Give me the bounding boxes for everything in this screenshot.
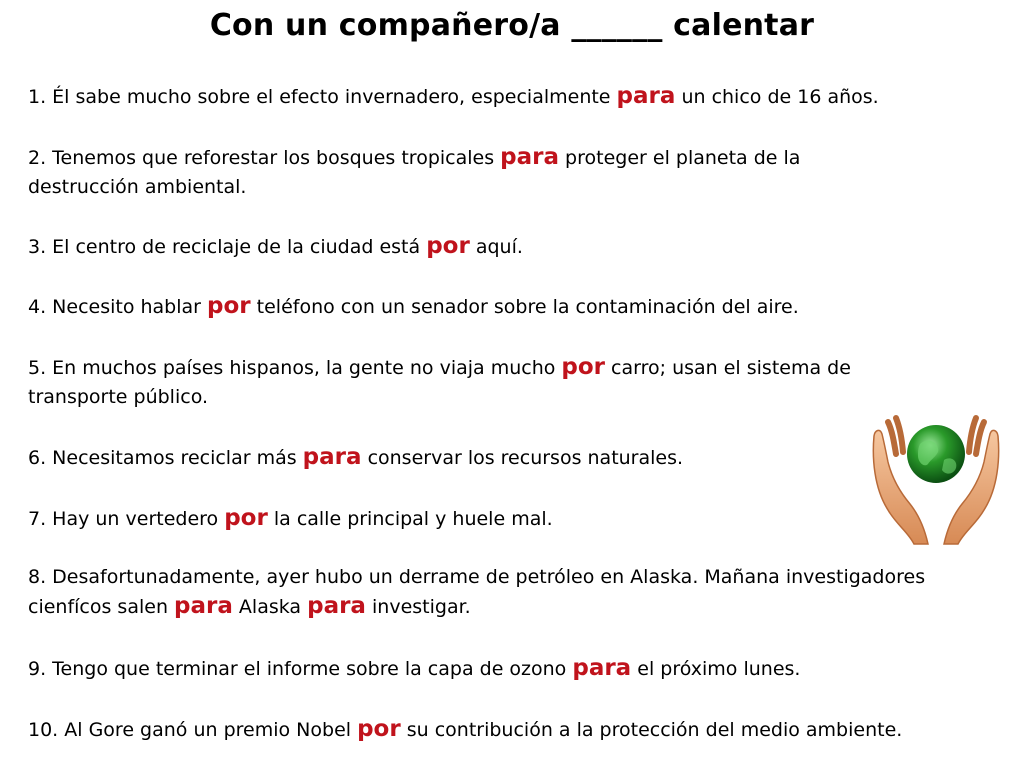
sentence-text: la calle principal y huele mal.: [267, 508, 553, 530]
sentence-4: [28, 292, 799, 322]
sentence-text: 3. El centro de reciclaje de la ciudad está: [28, 236, 427, 258]
keyword-highlight: por: [561, 354, 606, 380]
hands-holding-earth-icon: [866, 408, 1006, 548]
sentence-text: 1. Él sabe mucho sobre el efecto invernadero, especialmente: [28, 86, 617, 108]
sentence-text: el próximo lunes.: [631, 658, 801, 680]
sentence-text: Alaska: [232, 596, 308, 618]
keyword-highlight: para: [500, 144, 560, 170]
keyword-highlight: para: [174, 593, 233, 619]
sentence-text: su contribución a la protección del medio ambiente.: [400, 719, 903, 741]
sentence-text: 5. En muchos países hispanos, la gente no viaja mucho: [28, 357, 562, 379]
sentence-text: 9. Tengo que terminar el informe sobre la capa de ozono: [28, 658, 573, 680]
sentence-line: [28, 143, 800, 173]
sentence-text: 6. Necesitamos reciclar más: [28, 447, 303, 469]
sentence-6: [28, 443, 683, 473]
sentence-8: [28, 563, 925, 622]
sentence-text: un chico de 16 años.: [675, 86, 879, 108]
keyword-highlight: por: [224, 505, 268, 531]
sentence-line: [28, 173, 800, 202]
right-fingers: [969, 418, 984, 454]
sentence-line: [28, 654, 800, 684]
sentence-line: [28, 353, 851, 383]
sentence-text: 8. Desafortunadamente, ayer hubo un derrame de petróleo en Alaska. Mañana investigadores: [28, 566, 926, 588]
sentence-line: [28, 443, 683, 473]
keyword-highlight: para: [572, 655, 632, 681]
sentence-line: [28, 715, 902, 745]
keyword-highlight: por: [357, 716, 401, 742]
sentence-5: [28, 353, 851, 412]
sentence-text: teléfono con un senador sobre la contaminación del aire.: [250, 296, 799, 318]
sentence-7: [28, 504, 553, 534]
sentence-text: 4. Necesito hablar: [28, 296, 208, 318]
slide-title: Con un compañero/a ______ calentar: [209, 8, 815, 43]
keyword-highlight: para: [307, 593, 366, 619]
sentence-3: [28, 232, 523, 262]
sentence-10: [28, 715, 902, 745]
keyword-highlight: para: [302, 444, 362, 470]
sentence-text: cienfícos salen: [28, 596, 175, 618]
sentence-text: proteger el planeta de la: [559, 147, 801, 169]
sentence-text: destrucción ambiental.: [28, 176, 247, 198]
sentence-line: [28, 592, 925, 622]
sentence-text: investigar.: [365, 596, 471, 618]
sentence-line: [28, 232, 523, 262]
sentence-2: [28, 143, 800, 202]
sentence-line: [28, 504, 553, 534]
left-fingers: [888, 418, 903, 454]
sentence-text: aquí.: [469, 236, 523, 258]
sentence-line: [28, 82, 879, 112]
sentence-9: [28, 654, 800, 684]
sentence-text: 7. Hay un vertedero: [28, 508, 225, 530]
sentence-text: 10. Al Gore ganó un premio Nobel: [28, 719, 358, 741]
sentence-1: [28, 82, 879, 112]
sentence-text: conservar los recursos naturales.: [361, 447, 684, 469]
sentence-text: 2. Tenemos que reforestar los bosques tropicales: [28, 147, 501, 169]
keyword-highlight: por: [207, 293, 251, 319]
sentence-line: [28, 292, 799, 322]
sentence-line: [28, 383, 851, 412]
sentence-text: transporte público.: [28, 386, 209, 408]
keyword-highlight: para: [616, 83, 676, 109]
keyword-highlight: por: [426, 233, 470, 259]
sentence-text: carro; usan el sistema de: [605, 357, 851, 379]
sentence-line: [28, 563, 925, 592]
